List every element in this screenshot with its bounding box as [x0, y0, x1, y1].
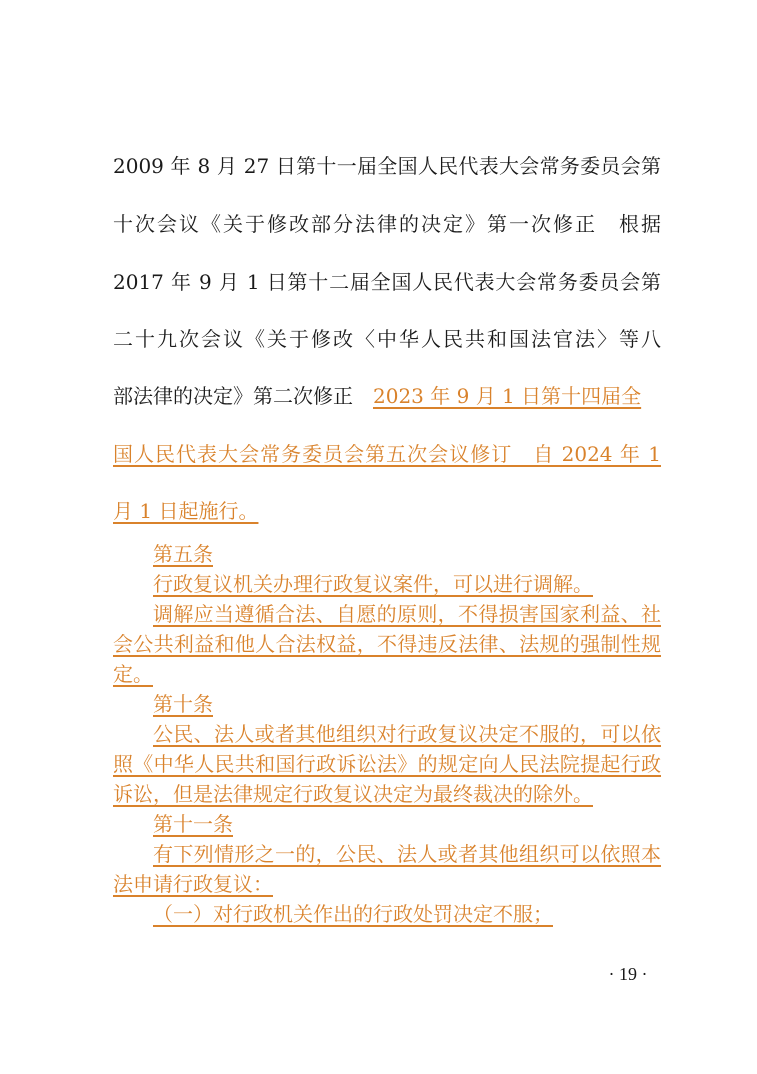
- history-line-1: 2009 年 8 月 27 日第十一届全国人民代表大会常务委员会第: [113, 154, 661, 178]
- article-11-paragraph-2: [113, 899, 661, 929]
- article-heading-5-text: 第五条: [153, 542, 213, 566]
- page-number: · 19 ·: [608, 964, 648, 984]
- article-5-paragraph-2: [113, 599, 661, 689]
- history-amend-line-7: 月 1 日起施行。: [113, 499, 259, 523]
- history-line-2: 十次会议《关于修改部分法律的决定》第一次修正 根据: [113, 212, 661, 236]
- history-amend-line-7-wrap: [113, 496, 661, 526]
- history-line-5: [113, 381, 661, 411]
- articles-section: [113, 539, 661, 929]
- article-5-paragraph-1-text: 行政复议机关办理行政复议案件，可以进行调解。: [153, 572, 593, 596]
- history-line-4: 二十九次会议《关于修改〈中华人民共和国法官法〉等八: [113, 327, 661, 351]
- article-11-paragraph-2-text: （一）对行政机关作出的行政处罚决定不服；: [153, 902, 553, 926]
- article-heading-11: [113, 809, 661, 839]
- article-10-paragraph-1: [113, 719, 661, 809]
- article-heading-11-text: 第十一条: [153, 812, 233, 836]
- history-amend-line-6: 国人民代表大会常务委员会第五次会议修订 自 2024 年 1: [113, 442, 661, 466]
- history-line-3: 2017 年 9 月 1 日第十二届全国人民代表大会常务委员会第: [113, 270, 661, 294]
- article-5-paragraph-2-text: 调解应当遵循合法、自愿的原则，不得损害国家利益、社会公共利益和他人合法权益，不得违反法律、法规的强制性规定。: [113, 602, 661, 686]
- article-10-paragraph-1-text: 公民、法人或者其他组织对行政复议决定不服的，可以依照《中华人民共和国行政诉讼法》的规定向人民法院提起行政诉讼，但是法律规定行政复议决定为最终裁决的除外。: [113, 722, 661, 806]
- article-11-paragraph-1: [113, 839, 661, 899]
- article-heading-5: [113, 539, 661, 569]
- article-11-paragraph-1-text: 有下列情形之一的，公民、法人或者其他组织可以依照本法申请行政复议：: [113, 842, 661, 896]
- history-line-5-text: 部法律的决定》第二次修正: [113, 384, 373, 408]
- article-heading-10-text: 第十条: [153, 692, 213, 716]
- history-amend-inline: 2023 年 9 月 1 日第十四届全: [373, 384, 642, 408]
- article-5-paragraph-1: [113, 569, 661, 599]
- article-heading-10: [113, 689, 661, 719]
